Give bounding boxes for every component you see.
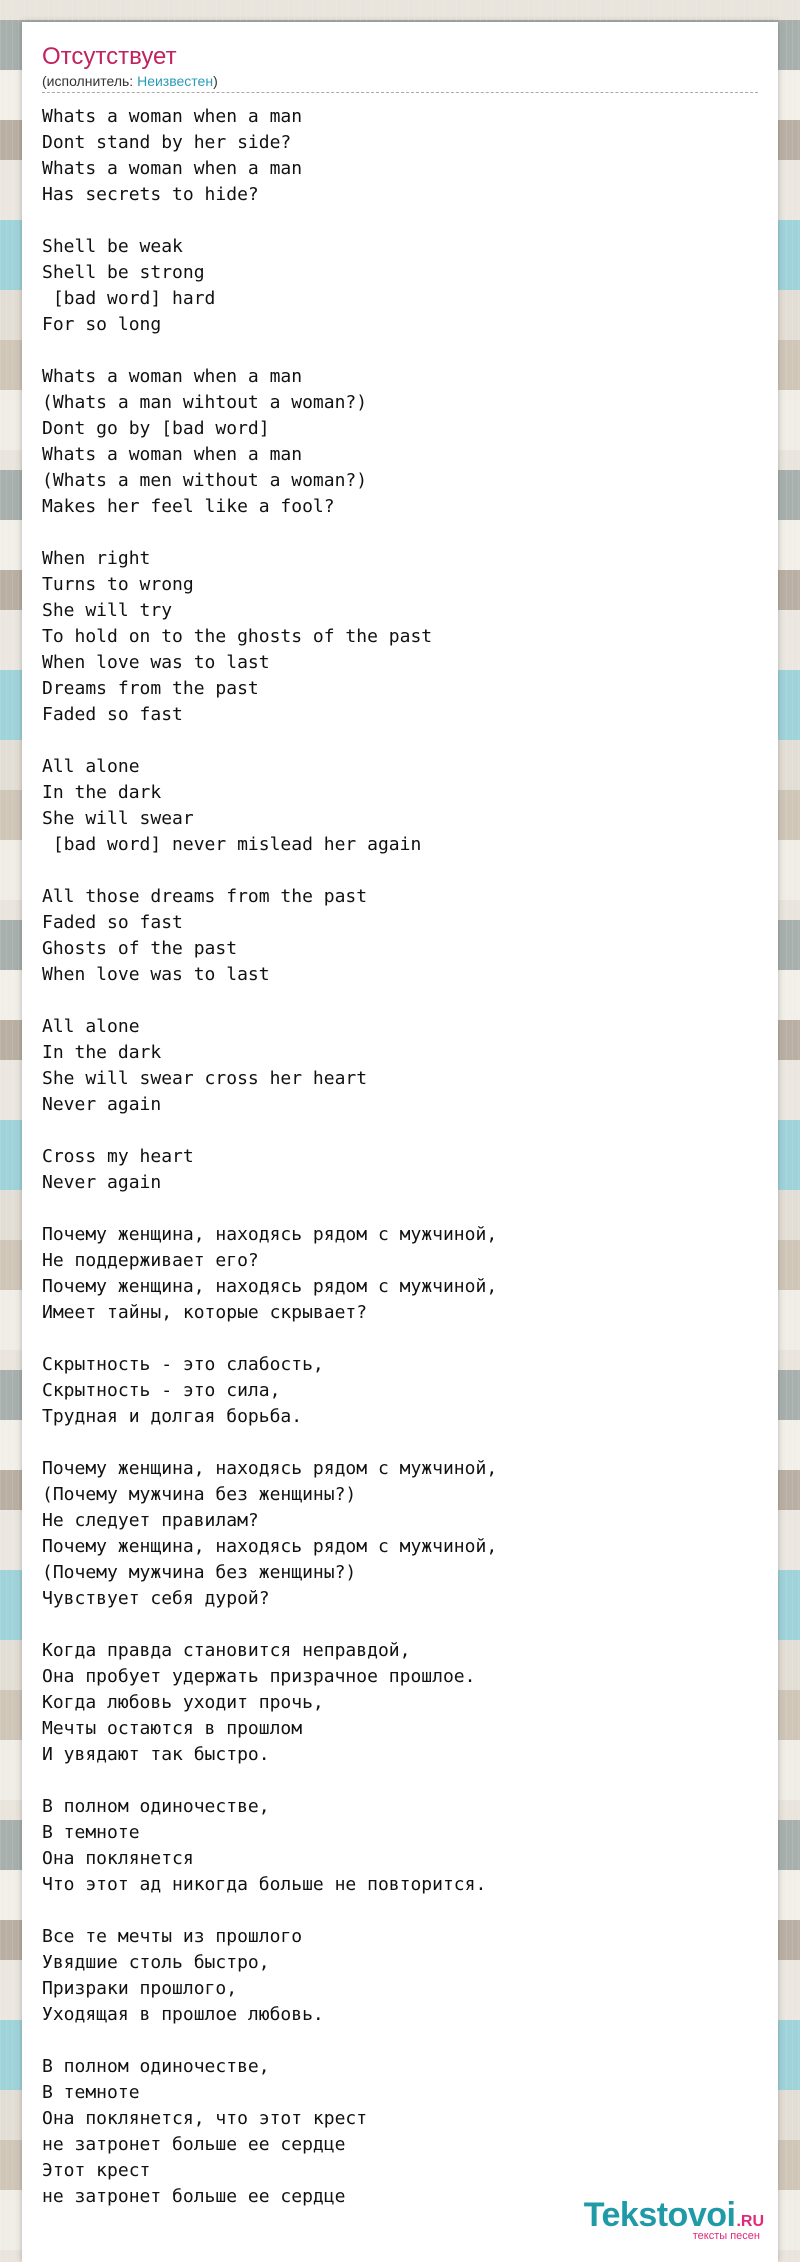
lyrics-text: Whats a woman when a man Dont stand by her side? Whats a woman when a man Has secrets to hide? Shell be weak Shell be strong [bad word] hard For so long Whats a woman when a man (Whats a man wihtout a woman?) Dont go by [bad word] Whats a woman when a man (Whats a men without a woman?) Makes her feel like a fool? When right Turns to wrong She will try To hold on to the ghosts of the past When love was to last Dreams from the past Faded so fast All alone In the dark She will swear [bad word] never mislead her again All those dreams from the past Faded so fast Ghosts of the past When love was to last All alone In the dark She will swear cross her heart Never again Cross my heart Never again Почему женщина, находясь рядом с мужчиной, Не поддерживает его? Почему женщина, находясь рядом с мужчиной, Имеет тайны, которые скрывает? Скрытность - это слабость, Скрытность - это сила, Трудная и долгая борьба. Почему женщина, находясь рядом с мужчиной, (Почему мужчина без женщины?) Не следует правилам? Почему женщина, находясь рядом с мужчиной, (Почему мужчина без женщины?) Чувствует себя дурой? Когда правда становится неправдой, Она пробует удержать призрачное прошлое. Когда любовь уходит прочь, Мечты остаются в прошлом И увядают так быстро. В полном одиночестве, В темноте Она поклянется Что этот ад никогда больше не повторится. Все те мечты из прошлого Увядшие столь быстро, Призраки прошлого, Уходящая в прошлое любовь. В полном одиночестве, В темноте Она поклянется, что этот крест не затронет больше ее сердце Этот крест не затронет больше ее сердце: [42, 106, 498, 2207]
logo-tld: .RU: [736, 2213, 764, 2230]
artist-suffix: ): [213, 73, 218, 89]
logo-tagline: тексты песен: [692, 2230, 760, 2242]
artist-link[interactable]: Неизвестен: [137, 73, 214, 89]
artist-prefix: (исполнитель:: [42, 73, 138, 89]
song-header: [42, 42, 758, 93]
site-logo[interactable]: [564, 2196, 764, 2248]
song-title: Отсутствует: [42, 43, 177, 70]
artist-line: [42, 72, 758, 93]
logo-name: Tekstovoi: [583, 2196, 736, 2234]
lyrics-page: [22, 22, 778, 2262]
